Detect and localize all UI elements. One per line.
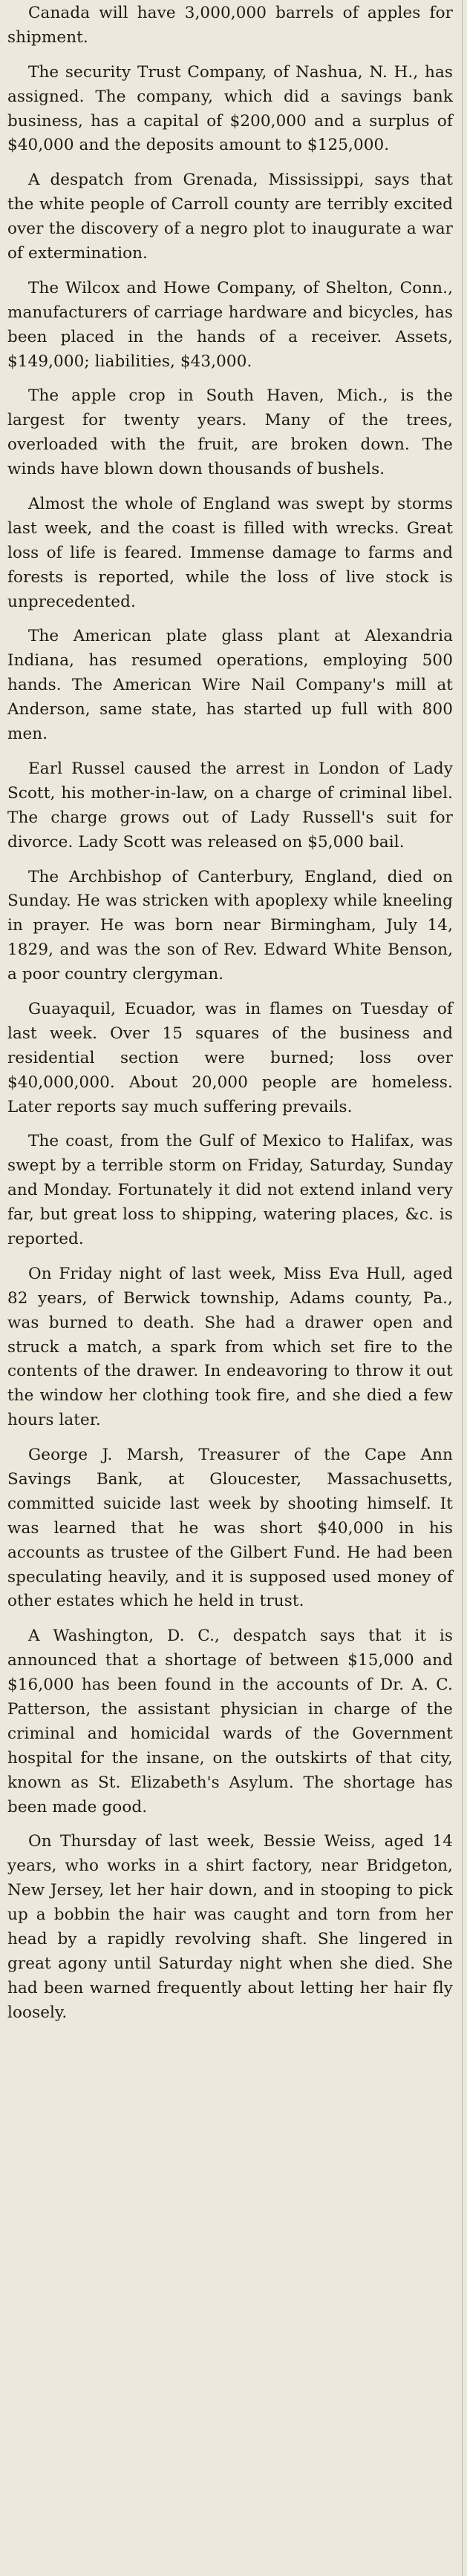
news-item-george-marsh: George J. Marsh, Treasurer of the Cape Ann Savings Bank, at Gloucester, Massachusetts, committed suicide last week by shooting himself. It was learned that he was short $40,000 in his accounts as trustee of the Gilbert Fund. He had been speculating heavily, and it is supposed used money of other estates which he held in trust.	[7, 1446, 453, 1611]
news-item-grenada-despatch: A despatch from Grenada, Mississippi, says that the white people of Carroll county are terribly excited over the discovery of a negro plot to inaugurate a war of extermination.	[7, 171, 453, 263]
news-item-eva-hull: On Friday night of last week, Miss Eva Hull, aged 82 years, of Berwick township, Adams county, Pa., was burned to death. She had a drawer open and struck a match, a spark from which set fire to the contents of the drawer. In endeavoring to throw it out the window her clothing took fire, and she died a few hours later.	[7, 1264, 453, 1430]
news-item-plate-glass-plant: The American plate glass plant at Alexandria Indiana, has resumed operations, employing 500 hands. The American Wire Nail Company's mill at Anderson, same state, has started up full with 800 men.	[7, 627, 453, 744]
news-item-england-storms: Almost the whole of England was swept by storms last week, and the coast is filled with wrecks. Great loss of life is feared. Immense damage to farms and forests is reported, while the loss of live stock is unprecedented.	[7, 495, 453, 611]
news-item-trust-company: The security Trust Company, of Nashua, N. H., has assigned. The company, which did a savings bank business, has a capital of $200,000 and a surplus of $40,000 and the deposits amount to $125,000.	[7, 62, 453, 155]
news-item-bessie-weiss: On Thursday of last week, Bessie Weiss, aged 14 years, who works in a shirt factory, near Bridgeton, New Jersey, let her hair down, and in stooping to pick up a bobbin the hair was caught and torn from her head by a rapidly revolving shaft. She lingered in great agony until Saturday night when she died. She had been warned frequently about letting her hair fly loosely.	[7, 1832, 453, 2022]
news-item-earl-russel: Earl Russel caused the arrest in London of Lady Scott, his mother-in-law, on a charge of criminal libel. The charge grows out of Lady Russell's suit for divorce. Lady Scott was released on $5,000 bail.	[7, 759, 453, 851]
news-item-guayaquil-fire: Guayaquil, Ecuador, was in flames on Tuesday of last week. Over 15 squares of the business and residential section were burned; loss over $40,000,000. About 20,000 people are homeless. Later reports say much suffering prevails.	[7, 999, 453, 1116]
news-item-canada-apples: Canada will have 3,000,000 barrels of apples for shipment.	[7, 4, 453, 47]
news-column	[7, 0, 453, 2036]
news-item-washington-despatch: A Washington, D. C., despatch says that it is announced that a shortage of between $15,000 and $16,000 has been found in the accounts of Dr. A. C. Patterson, the assistant physician in charge of the criminal and homicidal wards of the Government hospital for the insane, on the outskirts of that city, known as St. Elizabeth's Asylum. The shortage has been made good.	[7, 1627, 453, 1816]
news-item-coast-storm: The coast, from the Gulf of Mexico to Halifax, was swept by a terrible storm on Friday, Saturday, Sunday and Monday. Fortunately it did not extend inland very far, but great loss to shipping, watering places, &c. is reported.	[7, 1132, 453, 1248]
news-item-apple-crop: The apple crop in South Haven, Mich., is the largest for twenty years. Many of the trees, overloaded with the fruit, are broken down. The winds have blown down thousands of bushels.	[7, 386, 453, 479]
news-item-archbishop: The Archbishop of Canterbury, England, died on Sunday. He was stricken with apoplexy while kneeling in prayer. He was born near Birmingham, July 14, 1829, and was the son of Rev. Edward White Benson, a poor country clergyman.	[7, 867, 453, 984]
column-rule	[462, 0, 463, 2576]
news-item-wilcox-howe: The Wilcox and Howe Company, of Shelton, Conn., manufacturers of carriage hardware and bicycles, has been placed in the hands of a receiver. Assets, $149,000; liabilities, $43,000.	[7, 278, 453, 371]
